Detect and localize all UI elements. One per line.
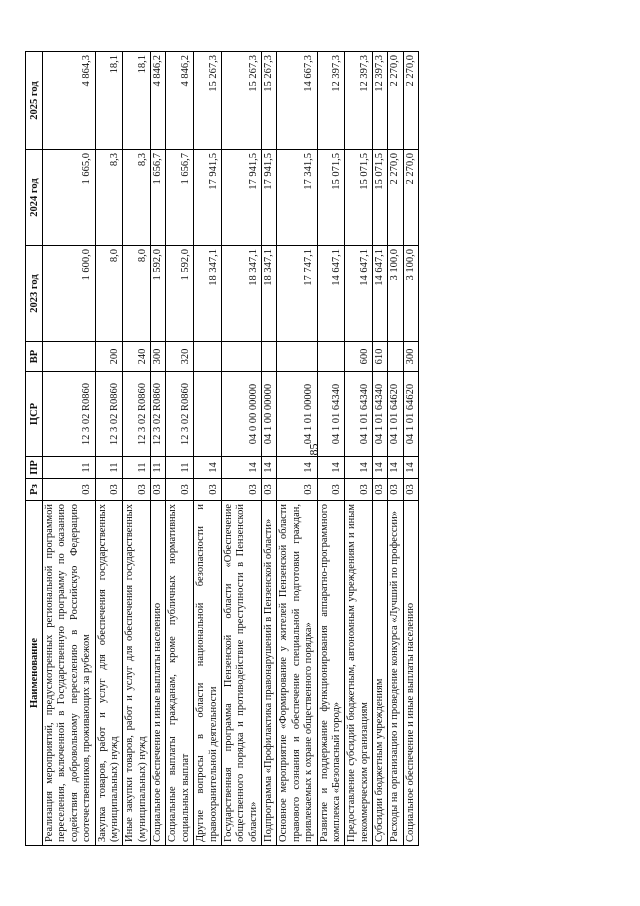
col-header-rz: Рз xyxy=(26,479,43,501)
table-row xyxy=(373,52,388,846)
cell-vr xyxy=(277,342,317,372)
cell-vr: 600 xyxy=(345,342,373,372)
cell-pr: 14 xyxy=(373,457,388,479)
cell-pr: 11 xyxy=(151,457,166,479)
cell-2023: 14 647,1 xyxy=(317,246,345,342)
table-row xyxy=(345,52,373,846)
budget-table xyxy=(25,51,419,846)
cell-2023: 18 347,1 xyxy=(262,246,277,342)
cell-2025: 15 267,3 xyxy=(194,52,222,150)
table-row xyxy=(43,52,96,846)
cell-2025: 18,1 xyxy=(95,52,123,150)
cell-csr: 04 1 00 00000 xyxy=(262,372,277,457)
cell-2023: 1 600,0 xyxy=(43,246,96,342)
table-row xyxy=(388,52,403,846)
cell-2023: 18 347,1 xyxy=(221,246,261,342)
table-row xyxy=(194,52,222,846)
cell-pr: 14 xyxy=(194,457,222,479)
cell-2025: 4 846,2 xyxy=(151,52,166,150)
cell-name: Реализация мероприятий, предусмотренных региональной программой переселения, включенной в Государственную программу по оказанию содействия добровольному переселению в Российскую Федерацию соотечественников, проживающих за рубежом xyxy=(43,501,96,846)
cell-2023: 14 647,1 xyxy=(373,246,388,342)
table-row xyxy=(317,52,345,846)
cell-rz: 03 xyxy=(43,479,96,501)
table-row xyxy=(95,52,123,846)
col-header-name: Наименование xyxy=(26,501,43,846)
cell-rz: 03 xyxy=(194,479,222,501)
cell-csr: 04 0 00 00000 xyxy=(221,372,261,457)
budget-table-container xyxy=(25,52,544,846)
cell-name: Закупка товаров, работ и услуг для обеспечения государственных (муниципальных) нужд xyxy=(95,501,123,846)
table-row xyxy=(123,52,151,846)
cell-2023: 1 592,0 xyxy=(166,246,194,342)
cell-csr: 04 1 01 00000 xyxy=(277,372,317,457)
cell-pr: 11 xyxy=(166,457,194,479)
cell-csr: 12 3 02 R0860 xyxy=(151,372,166,457)
cell-name: Социальное обеспечение и иные выплаты населению xyxy=(403,501,418,846)
cell-rz: 03 xyxy=(388,479,403,501)
cell-2024: 2 270,0 xyxy=(403,150,418,246)
cell-2024: 1 656,7 xyxy=(166,150,194,246)
cell-2025: 2 270,0 xyxy=(403,52,418,150)
cell-2023: 8,0 xyxy=(95,246,123,342)
col-header-2025: 2025 год xyxy=(26,52,43,150)
cell-csr: 12 3 02 R0860 xyxy=(166,372,194,457)
cell-2025: 15 267,3 xyxy=(221,52,261,150)
cell-name: Другие вопросы в области национальной безопасности и правоохранительной деятельности xyxy=(194,501,222,846)
cell-name: Социальное обеспечение и иные выплаты населению xyxy=(151,501,166,846)
cell-2024: 15 071,5 xyxy=(317,150,345,246)
cell-vr: 320 xyxy=(166,342,194,372)
cell-2023: 14 647,1 xyxy=(345,246,373,342)
cell-pr: 14 xyxy=(388,457,403,479)
cell-vr xyxy=(317,342,345,372)
table-row xyxy=(277,52,317,846)
cell-2025: 12 397,3 xyxy=(373,52,388,150)
cell-2024: 15 071,5 xyxy=(345,150,373,246)
table-row xyxy=(262,52,277,846)
cell-rz: 03 xyxy=(123,479,151,501)
cell-pr: 14 xyxy=(345,457,373,479)
cell-rz: 03 xyxy=(403,479,418,501)
cell-2024: 17 941,5 xyxy=(194,150,222,246)
col-header-vr: ВР xyxy=(26,342,43,372)
cell-2024: 8,3 xyxy=(123,150,151,246)
cell-csr: 04 1 01 64620 xyxy=(403,372,418,457)
cell-2025: 18,1 xyxy=(123,52,151,150)
cell-vr xyxy=(43,342,96,372)
cell-2024: 15 071,5 xyxy=(373,150,388,246)
cell-csr xyxy=(194,372,222,457)
page-number: 85 xyxy=(306,443,321,456)
cell-pr: 11 xyxy=(123,457,151,479)
table-row xyxy=(151,52,166,846)
col-header-2024: 2024 год xyxy=(26,150,43,246)
cell-pr: 11 xyxy=(95,457,123,479)
cell-csr: 04 1 01 64340 xyxy=(373,372,388,457)
cell-rz: 03 xyxy=(221,479,261,501)
cell-2025: 4 864,3 xyxy=(43,52,96,150)
cell-vr: 300 xyxy=(403,342,418,372)
cell-pr: 14 xyxy=(262,457,277,479)
cell-name: Подпрограмма «Профилактика правонарушений в Пензенской области» xyxy=(262,501,277,846)
cell-rz: 03 xyxy=(345,479,373,501)
cell-vr xyxy=(194,342,222,372)
cell-name: Расходы на организацию и проведение конкурса «Лучший по профессии» xyxy=(388,501,403,846)
cell-csr: 12 3 02 R0860 xyxy=(123,372,151,457)
cell-2024: 17 941,5 xyxy=(221,150,261,246)
cell-pr: 14 xyxy=(277,457,317,479)
cell-2024: 8,3 xyxy=(95,150,123,246)
cell-name: Иные закупки товаров, работ и услуг для обеспечения государственных (муниципальных) нужд xyxy=(123,501,151,846)
header-row xyxy=(26,52,43,846)
cell-name: Социальные выплаты гражданам, кроме публичных нормативных социальных выплат xyxy=(166,501,194,846)
col-header-2023: 2023 год xyxy=(26,246,43,342)
cell-2025: 12 397,3 xyxy=(317,52,345,150)
cell-rz: 03 xyxy=(151,479,166,501)
cell-2024: 1 665,0 xyxy=(43,150,96,246)
cell-2023: 17 747,1 xyxy=(277,246,317,342)
cell-vr: 610 xyxy=(373,342,388,372)
col-header-csr: ЦСР xyxy=(26,372,43,457)
cell-name: Государственная программа Пензенской области «Обеспечение общественного порядка и противодействие преступности в Пензенской области» xyxy=(221,501,261,846)
cell-name: Развитие и поддержание функционирования аппаратно-программного комплекса «Безопасный город» xyxy=(317,501,345,846)
table-row xyxy=(166,52,194,846)
cell-2023: 1 592,0 xyxy=(151,246,166,342)
cell-vr xyxy=(221,342,261,372)
cell-pr: 14 xyxy=(221,457,261,479)
cell-csr: 12 3 02 R0860 xyxy=(95,372,123,457)
cell-vr: 240 xyxy=(123,342,151,372)
table-row xyxy=(221,52,261,846)
cell-vr xyxy=(262,342,277,372)
cell-2024: 17 941,5 xyxy=(262,150,277,246)
cell-2025: 2 270,0 xyxy=(388,52,403,150)
cell-2023: 3 100,0 xyxy=(403,246,418,342)
cell-pr: 14 xyxy=(403,457,418,479)
cell-vr xyxy=(388,342,403,372)
col-header-pr: ПР xyxy=(26,457,43,479)
cell-2025: 15 267,3 xyxy=(262,52,277,150)
cell-csr: 04 1 01 64340 xyxy=(345,372,373,457)
cell-2025: 4 846,2 xyxy=(166,52,194,150)
cell-2024: 17 341,5 xyxy=(277,150,317,246)
cell-pr: 14 xyxy=(317,457,345,479)
cell-csr: 04 1 01 64340 xyxy=(317,372,345,457)
cell-2025: 14 667,3 xyxy=(277,52,317,150)
cell-2023: 8,0 xyxy=(123,246,151,342)
cell-name: Основное мероприятие «Формирование у жителей Пензенской области правового сознания и обеспечение специальной подготовки граждан, привлекаемых к охране общественного порядка» xyxy=(277,501,317,846)
cell-2023: 18 347,1 xyxy=(194,246,222,342)
cell-rz: 03 xyxy=(262,479,277,501)
cell-2024: 1 656,7 xyxy=(151,150,166,246)
cell-rz: 03 xyxy=(95,479,123,501)
table-row xyxy=(403,52,418,846)
cell-2025: 12 397,3 xyxy=(345,52,373,150)
cell-rz: 03 xyxy=(166,479,194,501)
cell-rz: 03 xyxy=(277,479,317,501)
cell-vr: 300 xyxy=(151,342,166,372)
cell-name: Предоставление субсидий бюджетным, автономным учреждениям и иным некоммерческим организациям xyxy=(345,501,373,846)
cell-2024: 2 270,0 xyxy=(388,150,403,246)
cell-csr: 12 3 02 R0860 xyxy=(43,372,96,457)
cell-rz: 03 xyxy=(373,479,388,501)
cell-2023: 3 100,0 xyxy=(388,246,403,342)
cell-name: Субсидии бюджетным учреждениям xyxy=(373,501,388,846)
cell-csr: 04 1 01 64620 xyxy=(388,372,403,457)
cell-rz: 03 xyxy=(317,479,345,501)
cell-vr: 200 xyxy=(95,342,123,372)
cell-pr: 11 xyxy=(43,457,96,479)
